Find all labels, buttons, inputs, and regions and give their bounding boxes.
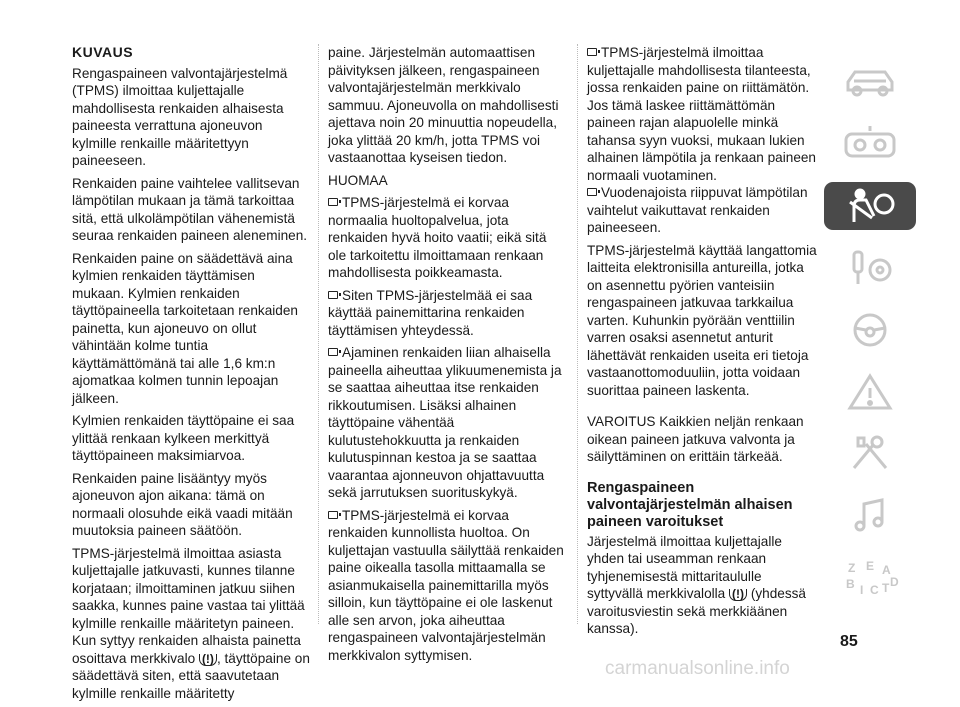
svg-text:A: A xyxy=(882,563,891,577)
steering-wheel-icon xyxy=(840,310,900,350)
paragraph: paine. Järjestelmän automaattisen päivityksen jälkeen, rengaspaineen valvontajärjestelmän merkkivalo sammuu. Ajoneuvolla on mahdollisesti ajettava noin 20 minuuttia nopeudella, joka ylittää 20 km/h, jotta TPMS voi vastaanottaa kyseisen tiedon. xyxy=(328,45,559,165)
note-bullet-icon xyxy=(587,48,597,56)
paragraph: Renkaiden paine lisääntyy myös ajoneuvon ajon aikana: tämä on normaali olosuhde eikä vaadi mitään muutoksia paineen säätöön. xyxy=(72,470,293,538)
section-heading: KUVAUS xyxy=(72,44,134,60)
note-item xyxy=(328,287,566,340)
paragraph: TPMS-järjestelmä käyttää langattomia laitteita elektronisilla antureilla, jotka on asennettu pyörien vanteisiin rengaspaineen jatkuvaa tarkkailua varten. Kuhunkin pyörään venttiilin varren osaksi asennetut anturit lähettävät renkaiden useita eri tietoja vastaanottomoduuliin, jotta voidaan suorittaa paineen laskenta. xyxy=(587,242,817,398)
alphabetical-index-icon xyxy=(840,558,900,598)
note-text: Siten TPMS-järjestelmää ei saa käyttää painemittarina renkaiden täyttämisen yhteydessä. xyxy=(328,287,533,338)
tab-car-overview[interactable] xyxy=(824,58,916,106)
tab-controls[interactable] xyxy=(824,306,916,354)
note-bullet-icon xyxy=(587,188,597,196)
column-divider xyxy=(577,44,579,624)
note-text: TPMS-järjestelmä ei korvaa normaalia huoltopalvelua, jota renkaiden hyvä hoito vaatii; eikä sitä ole tarkoitettu ilmoittamaan renkaan mahdollisesta poikkeamasta. xyxy=(328,195,547,280)
note-bullet-icon xyxy=(328,348,338,356)
column-1 xyxy=(72,44,310,707)
note-item xyxy=(587,184,820,237)
svg-text:Z: Z xyxy=(848,561,856,575)
note-bullet-icon xyxy=(328,511,338,519)
svg-text:D: D xyxy=(890,575,899,589)
svg-text:I: I xyxy=(860,583,864,597)
watermark: carmanualsonline.info xyxy=(605,658,790,679)
note-item xyxy=(328,344,566,502)
svg-text:C: C xyxy=(870,583,879,597)
note-bullet-icon xyxy=(328,198,338,206)
tpms-warning-icon: (!) xyxy=(199,654,217,666)
note-heading: HUOMAA xyxy=(328,172,388,188)
note-item xyxy=(587,44,820,184)
note-bullet-icon xyxy=(328,291,338,299)
chapter-tabs xyxy=(824,58,916,616)
tab-index[interactable] xyxy=(824,554,916,602)
tab-safety[interactable] xyxy=(824,182,916,230)
warning-paragraph: VAROITUS Kaikkien neljän renkaan oikean paineen jatkuva valvonta ja säilyttäminen on erittäin tärkeää. xyxy=(587,414,804,464)
paragraph xyxy=(72,545,310,703)
note-text: TPMS-järjestelmä ilmoittaa kuljettajalle mahdollisesta tilanteesta, jossa renkaiden paine on riittämätön. Jos tämä laskee riittämättömän paineen rajan alapuolelle minkä tahansa syyn vuoksi, mukaan lukien alhainen lämpötila ja renkaan paineen normaali vuotaminen. xyxy=(587,45,816,183)
dashboard-warning-icon xyxy=(840,124,900,164)
paragraph-part: (yhdessä varoitusviestin sekä merkkiäänen kanssa). xyxy=(587,586,806,636)
tab-maintenance[interactable] xyxy=(824,430,916,478)
paragraph-part: Järjestelmä ilmoittaa kuljettajalle yhden tai useamman renkaan tyhjenemisestä mittaritaululle syttyvällä merkkivalolla xyxy=(587,533,782,601)
tab-starting-driving[interactable] xyxy=(824,244,916,292)
note-item xyxy=(328,194,566,282)
paragraph: Renkaiden paine on säädettävä aina kylmien renkaiden täyttämisen mukaan. Kylmien renkaiden täyttöpaineella tarkoitetaan renkaiden painetta, kun ajoneuvo on ollut vähintään kolme tuntia käyttämättömänä tai alle 1,6 km:n ajomatkaa kolmen tunnin lepoajan jälkeen. xyxy=(72,250,298,406)
note-text: TPMS-järjestelmä ei korvaa renkaiden kunnollista huoltoa. On kuljettajan vastuulla säilyttää renkaiden paine oikealla tasolla mittaamalla se asianmukaisella painemittarilla myös silloin, kun täyttöpaine ei ole laskenut alle sen arvon, joka aiheuttaa rengaspaineen valvontajärjestelmän merkkivalon syttymisen. xyxy=(328,507,564,663)
note-text: Vuodenajoista riippuvat lämpötilan vaihtelut vaikuttavat renkaiden paineeseen. xyxy=(587,185,808,235)
column-divider xyxy=(318,44,320,624)
tab-instrument-panel[interactable] xyxy=(824,120,916,168)
svg-text:B: B xyxy=(846,577,855,591)
tab-multimedia[interactable] xyxy=(824,492,916,540)
tab-emergency[interactable] xyxy=(824,368,916,416)
column-3 xyxy=(587,44,820,643)
car-icon xyxy=(840,62,900,102)
paragraph: Renkaiden paine vaihtelee vallitsevan lämpötilan mukaan ja tämä tarkoittaa sitä, että ulkolämpötilan vähenemistä seuraa renkaiden paineen aleneminen. xyxy=(72,175,308,243)
seatbelt-airbag-icon xyxy=(840,186,900,226)
paragraph-part: TPMS-järjestelmä ilmoittaa asiasta kuljettajalle jatkuvasti, kunnes tilanne korjataan; ilmoittaminen jatkuu siihen saakka, kunnes paine vastaa tai ylittää kylmille renkaille määritetyn paineen. Kun syttyy renkaiden alhaista painetta osoittava merkkivalo xyxy=(72,545,305,666)
paragraph xyxy=(587,533,820,638)
warning-triangle-icon xyxy=(840,372,900,412)
column-2 xyxy=(328,44,566,669)
multimedia-icon xyxy=(840,496,900,536)
svg-text:T: T xyxy=(882,581,890,595)
key-start-icon xyxy=(840,248,900,288)
paragraph: Kylmien renkaiden täyttöpaine ei saa ylittää renkaan kylkeen merkittyä täyttöpaineen maksimiarvoa. xyxy=(72,413,295,463)
page-number: 85 xyxy=(840,633,858,650)
service-tools-icon xyxy=(840,434,900,474)
paragraph: Rengaspaineen valvontajärjestelmä (TPMS) ilmoittaa kuljettajalle mahdollisesta renkaiden alhaisesta paineesta verrattuna ajoneuvon kylmille renkaille määritettyyn paineeseen. xyxy=(72,65,288,168)
note-text: Ajaminen renkaiden liian alhaisella paineella aiheuttaa ylikuumenemista ja se saattaa aiheuttaa itse renkaiden rikkoutumisen. Lisäksi alhainen täyttöpaine vähentää kulutustehokkuutta ja renkaiden kulutuspinnan kestoa ja se saattaa vaarantaa ajonneuvon ohjattavuutta sekä jarrutuksen suorituskykyä. xyxy=(328,345,562,500)
note-item xyxy=(328,507,566,665)
svg-text:E: E xyxy=(866,559,875,573)
subsection-heading: Rengaspaineen valvontajärjestelmän alhaisen paineen varoitukset xyxy=(587,479,793,530)
tpms-warning-icon: (!) xyxy=(729,589,747,601)
paragraph-part: , täyttöpaine on säädettävä siten, että saavutetaan kylmille renkaille määritetty xyxy=(72,650,310,701)
